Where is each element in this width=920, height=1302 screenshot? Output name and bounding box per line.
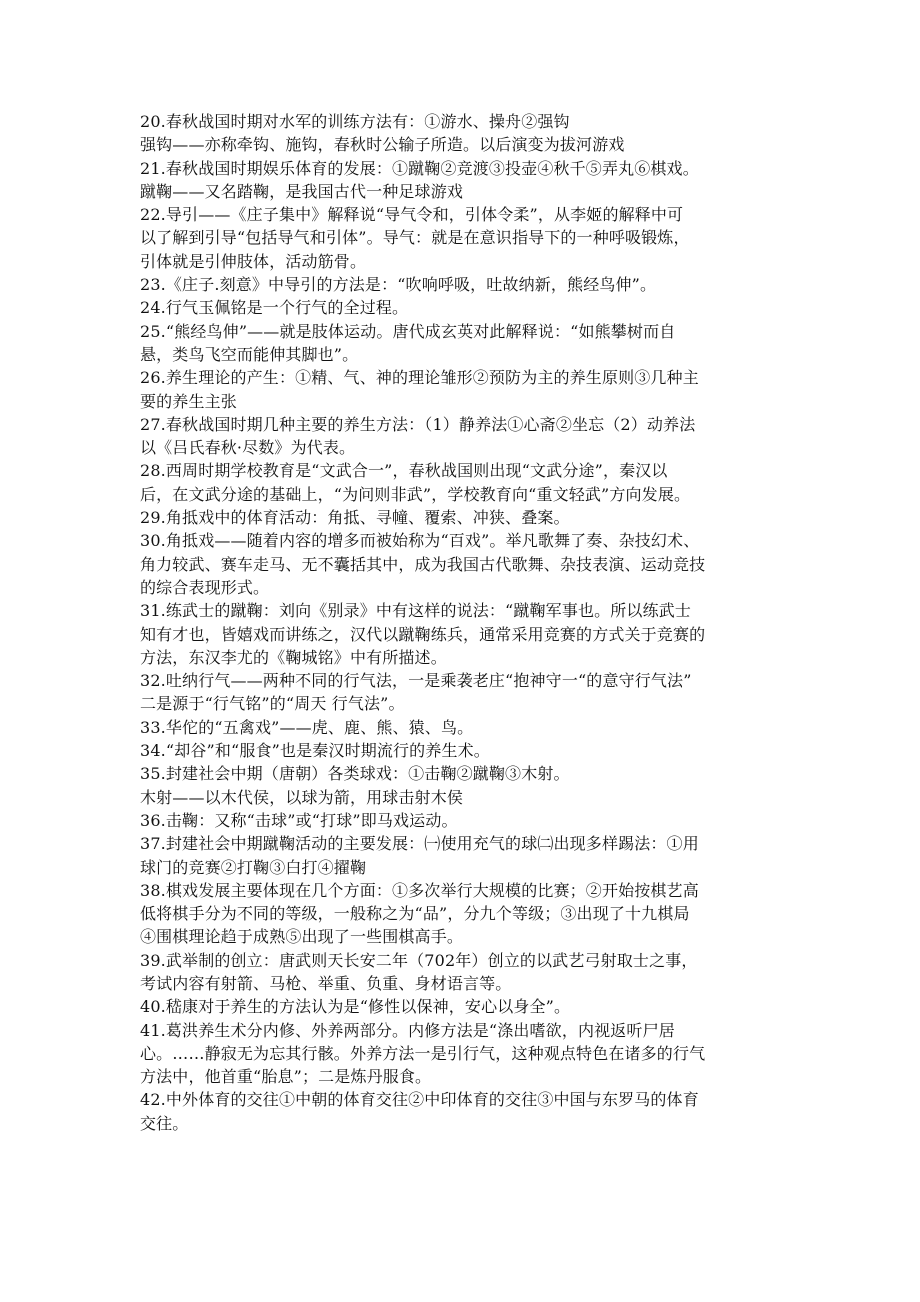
document-body xyxy=(140,110,780,1135)
text-line: 30.角抵戏——随着内容的增多而被始称为“百戏”。举凡歌舞了奏、杂技幻术、 xyxy=(140,531,700,551)
text-line: 37.封建社会中期蹴鞠活动的主要发展：㈠使用充气的球㈡出现多样踢法：①用 xyxy=(140,834,699,854)
text-line: 25.“熊经鸟伸”——就是肢体运动。唐代成玄英对此解释说：“如熊攀树而自 xyxy=(140,321,676,341)
text-line: 角力较武、赛车走马、无不囊括其中，成为我国古代歌舞、杂技表演、运动竞技 xyxy=(140,554,706,574)
text-line: 木射——以木代侯，以球为箭，用球击射木侯 xyxy=(140,787,464,807)
text-line: 22.导引——《庄子集中》解释说“导气令和，引体令柔”，从李姬的解释中可 xyxy=(140,205,684,225)
text-line: 26.养生理论的产生：①精、气、神的理论雏形②预防为主的养生原则③几种主 xyxy=(140,368,699,388)
text-line: 32.吐纳行气——两种不同的行气法，一是乘袭老庄“抱神守一“的意守行气法” xyxy=(140,671,692,691)
text-line: 36.击鞠：又称“击球”或“打球”即马戏运动。 xyxy=(140,810,458,830)
text-line: 要的养生主张 xyxy=(140,391,237,411)
text-line: 27.春秋战国时期几种主要的养生方法：（1）静养法①心斋②坐忘（2）动养法 xyxy=(140,414,696,434)
text-line: 38.棋戏发展主要体现在几个方面：①多次举行大规模的比赛；②开始按棋艺高 xyxy=(140,880,699,900)
text-line: 的综合表现形式。 xyxy=(140,577,270,597)
text-line: 34.“却谷”和“服食”也是秦汉时期流行的养生术。 xyxy=(140,741,490,761)
text-line: 39.武举制的创立：唐武则天长安二年（702年）创立的以武艺弓射取士之事， xyxy=(140,950,698,970)
text-line: 以了解到引导“包括导气和引体”。导气：就是在意识指导下的一种呼吸锻炼， xyxy=(140,228,690,248)
text-line: 低将棋手分为不同的等级，一般称之为“品”，分九个等级；③出现了十九棋局 xyxy=(140,904,690,924)
text-line: 以《吕氏春秋·尽数》为代表。 xyxy=(140,438,356,458)
text-line: 31.练武士的蹴鞠：刘向《别录》中有这样的说法：“蹴鞠军事也。所以练武士 xyxy=(140,601,692,621)
text-line: 41.葛洪养生术分内修、外养两部分。内修方法是“涤出嗜欲，内视返听尸居 xyxy=(140,1020,675,1040)
text-line: 蹴鞠——又名踏鞠，是我国古代一种足球游戏 xyxy=(140,181,464,201)
text-line: 强钩——亦称牵钩、施钩，春秋时公输子所造。以后演变为拔河游戏 xyxy=(140,135,625,155)
text-line: 21.春秋战国时期娱乐体育的发展：①蹴鞠②竞渡③投壶④秋千⑤弄丸⑥棋戏。 xyxy=(140,158,699,178)
text-line: 23.《庄子.刻意》中导引的方法是：“吹响呼吸，吐故纳新，熊经鸟伸”。 xyxy=(140,275,657,295)
text-line: 28.西周时期学校教育是“文武合一”，春秋战国则出现“文武分途”，秦汉以 xyxy=(140,461,668,481)
text-line: 35.封建社会中期（唐朝）各类球戏：①击鞠②蹴鞠③木射。 xyxy=(140,764,570,784)
text-line: 二是源于“行气铭”的“周天 行气法”。 xyxy=(140,694,405,714)
text-line: 引体就是引伸肢体，活动筋骨。 xyxy=(140,251,367,271)
text-line: 交往。 xyxy=(140,1113,189,1133)
text-line: 40.嵇康对于养生的方法认为是“修性以保神，安心以身全”。 xyxy=(140,997,571,1017)
text-line: ④围棋理论趋于成熟⑤出现了一些围棋高手。 xyxy=(140,927,464,947)
text-line: 29.角抵戏中的体育活动：角抵、寻幢、覆索、冲狭、叠案。 xyxy=(140,508,570,528)
text-line: 42.中外体育的交往①中朝的体育交往②中印体育的交往③中国与东罗马的体育 xyxy=(140,1090,699,1110)
text-line: 球门的竞赛②打鞠③白打④擢鞠 xyxy=(140,857,367,877)
text-line: 知有才也，皆嬉戏而讲练之，汉代以蹴鞠练兵，通常采用竞赛的方式关于竞赛的 xyxy=(140,624,706,644)
text-line: 考试内容有射箭、马枪、举重、负重、身材语言等。 xyxy=(140,973,512,993)
text-line: 后，在文武分途的基础上，“为问则非武”，学校教育向“重文轻武”方向发展。 xyxy=(140,484,691,504)
text-line: 方法，东汉李尤的《鞠城铭》中有所描述。 xyxy=(140,647,447,667)
text-line: 20.春秋战国时期对水军的训练方法有：①游水、操舟②强钩 xyxy=(140,112,570,131)
text-line: 33.华佗的“五禽戏”——虎、鹿、熊、猿、鸟。 xyxy=(140,717,474,737)
text-line: 方法中，他首重“胎息”；二是炼丹服食。 xyxy=(140,1067,432,1087)
text-line: 悬，类鸟飞空而能伸其脚也”。 xyxy=(140,344,359,364)
text-line: 心。……静寂无为忘其行骸。外养方法一是引行气，这种观点特色在诸多的行气 xyxy=(140,1043,706,1063)
text-line: 24.行气玉佩铭是一个行气的全过程。 xyxy=(140,298,409,318)
